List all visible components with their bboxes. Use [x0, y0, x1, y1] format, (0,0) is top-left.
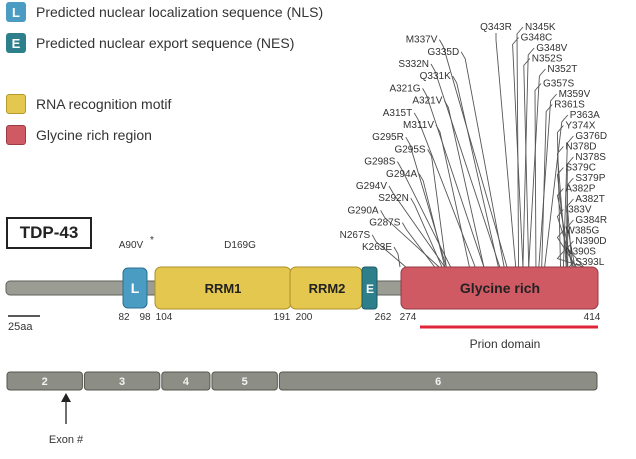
mutation-g357s: G357S: [543, 78, 575, 90]
mutation-n352s: N352S: [531, 53, 563, 65]
mutation-g295s: G295S: [394, 144, 426, 156]
mutation-s379c: S379C: [565, 162, 596, 174]
mutation-line-s332n: [431, 64, 500, 267]
mutation-line-a321g: [423, 88, 484, 267]
mutation-a315t: A315T: [382, 107, 413, 119]
mutation-k263e: K263E: [361, 242, 392, 253]
mutation-g295r: G295R: [372, 132, 404, 144]
exon-label-6: 6: [435, 376, 442, 388]
mutation-n352t: N352T: [547, 64, 578, 75]
mutation-n378s: N378S: [575, 152, 606, 163]
mutation-line-g295r: [406, 137, 446, 267]
domain-rrm2-label: RRM2: [308, 281, 346, 296]
mutation-n267s: N267S: [339, 229, 371, 241]
mutation-g384r: G384R: [575, 215, 608, 226]
position-200: 200: [295, 312, 313, 323]
mutation-g290a: G290A: [347, 205, 379, 217]
exon-label-2: 2: [41, 376, 48, 388]
position-262: 262: [374, 312, 392, 323]
nls-swatch: L: [6, 2, 26, 22]
mutation-m311v: M311V: [403, 120, 434, 131]
position-414: 414: [583, 312, 601, 323]
mutation-line-r361s: [542, 105, 552, 268]
mutation-m359v: M359V: [558, 89, 591, 100]
mutation-a321v: A321V: [412, 95, 443, 107]
position-191: 191: [273, 312, 291, 323]
mutation-line-q343r: [496, 33, 516, 267]
position-104: 104: [155, 312, 173, 323]
exon-label-5: 5: [241, 376, 248, 388]
mutation-n390s: N390S: [565, 246, 596, 258]
legend-label-rrm: RNA recognition motif: [36, 96, 172, 112]
mutation-a90v-star: *: [150, 235, 154, 246]
mutation-m337v: M337V: [405, 34, 438, 46]
mutation-a382t: A382T: [575, 194, 605, 205]
mutation-line-n352s: [524, 59, 530, 268]
position-98: 98: [139, 312, 151, 323]
mutation-a321g: A321G: [389, 83, 421, 95]
mutation-s332n: S332N: [398, 59, 429, 70]
mutation-a90v: A90V: [118, 240, 144, 251]
mutation-p363a: P363A: [569, 110, 600, 121]
prion-domain-label: Prion domain: [469, 337, 541, 351]
mutation-n378d: N378D: [565, 141, 597, 153]
mutation-r361s: R361S: [554, 99, 585, 111]
mutation-q343r: Q343R: [480, 22, 512, 33]
mutation-y374x: Y374X: [565, 120, 596, 132]
mutation-line-k263e: [394, 247, 400, 267]
domain-glycine-rich-label: Glycine rich: [459, 280, 541, 296]
domain-nes-label: E: [365, 282, 375, 296]
mutation-d169g: D169G: [224, 240, 256, 251]
domain-nls-label: L: [130, 280, 140, 296]
legend-label-nes: Predicted nuclear export sequence (NES): [36, 35, 295, 51]
legend-label-nls: Predicted nuclear localization sequence (NLS): [36, 4, 324, 20]
mutation-line-g348c: [513, 38, 523, 268]
exon-label-4: 4: [182, 376, 189, 388]
mutation-q331k: Q331K: [419, 71, 451, 83]
mutation-g294a: G294A: [386, 168, 418, 180]
mutation-s292n: S292N: [378, 193, 409, 205]
mutation-g287s: G287S: [369, 217, 401, 229]
protein-title: TDP-43: [6, 217, 92, 249]
nes-swatch: E: [6, 33, 26, 53]
mutation-n390d: N390D: [575, 236, 607, 247]
mutation-g335d: G335D: [427, 46, 460, 58]
mutation-g294v: G294V: [355, 181, 387, 192]
mutation-line-g357s: [535, 84, 541, 268]
domain-rrm1-label: RRM1: [204, 281, 242, 296]
mutation-g348v: G348V: [536, 43, 568, 54]
mutation-g376d: G376D: [575, 131, 608, 142]
mutation-a382p: A382P: [565, 183, 596, 195]
mutation-w385g: W385G: [565, 225, 600, 237]
mutation-line-n345k: [517, 27, 523, 267]
mutation-i383v: I383V: [565, 204, 592, 216]
legend-label-glycine: Glycine rich region: [36, 127, 152, 143]
exon-marker-arrowhead: [61, 393, 71, 402]
mutation-line-m311v: [436, 125, 469, 267]
mutation-s379p: S379P: [575, 173, 606, 184]
mutation-s393l: S393L: [575, 257, 605, 268]
exon-label-3: 3: [119, 376, 126, 388]
mutation-line-q331k: [453, 76, 499, 267]
position-274: 274: [399, 312, 417, 323]
position-82: 82: [118, 312, 130, 323]
mutation-g348c: G348C: [520, 32, 553, 44]
scale-bar-label: 25aa: [8, 321, 33, 333]
mutation-g298s: G298S: [364, 156, 396, 168]
mutation-n345k: N345K: [525, 22, 556, 33]
exon-marker-label: Exon #: [48, 434, 84, 446]
